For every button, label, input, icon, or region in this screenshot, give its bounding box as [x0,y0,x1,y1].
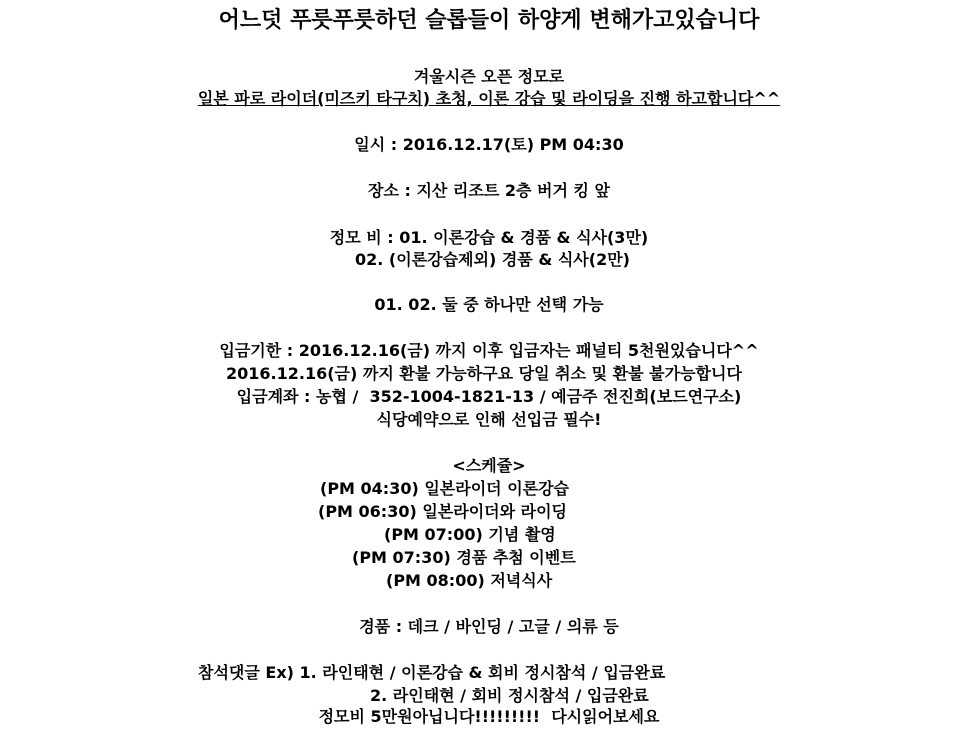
intro-season: 겨울시즌 오픈 정모로 [413,67,565,86]
payment-deadline: 입금기한 : 2016.12.16(금) 까지 이후 입금자는 패널티 5천원있습니다^^ [219,341,759,360]
event-place: 장소 : 지산 리조트 2층 버거 킹 앞 [368,181,610,200]
intro-description [0,88,978,110]
schedule-header: <스케쥴> [452,456,526,475]
reply-example-1: 참석댓글 Ex) 1. 라인태현 / 이론강습 & 회비 정시참석 / 입금완료 [198,663,666,682]
fee-choice-note: 01. 02. 둘 중 하나만 선택 가능 [374,295,604,314]
schedule-item: (PM 07:30) 경품 추첨 이벤트 [352,548,576,567]
schedule-item: (PM 06:30) 일본라이더와 라이딩 [318,502,568,521]
fee-notice: 정모비 5만원아닙니다!!!!!!!!! 다시읽어보세요 [318,707,660,726]
payment-note: 식당예약으로 인해 선입금 필수! [376,410,602,429]
schedule-item: (PM 08:00) 저녁식사 [386,571,553,590]
event-datetime: 일시 : 2016.12.17(토) PM 04:30 [354,135,624,154]
schedule-item: (PM 04:30) 일본라이더 이론강습 [320,479,570,498]
intro-description-text: 일본 파로 라이더(미즈키 타구치) 초청, 이론 강습 및 라이딩을 진행 하고합니다^^ [197,89,781,108]
payment-account: 입금계좌 : 농협 / 352-1004-1821-13 / 예금주 전진희(보드연구소) [236,387,742,406]
payment-refund: 2016.12.16(금) 까지 환불 가능하구요 당일 취소 및 환불 불가능합니다 [226,364,742,383]
fee-option-2: 02. (이론강습제외) 경품 & 식사(2만) [355,250,630,269]
reply-example-2: 2. 라인태현 / 회비 정시참석 / 입금완료 [370,686,649,705]
prize-list: 경품 : 데크 / 바인딩 / 고글 / 의류 등 [359,617,619,636]
schedule-item: (PM 07:00) 기념 촬영 [384,525,556,544]
post-title: 어느덧 푸릇푸릇하던 슬롭들이 하양게 변해가고있습니다 [218,8,760,33]
fee-option-1: 정모 비 : 01. 이론강습 & 경품 & 식사(3만) [329,228,649,247]
